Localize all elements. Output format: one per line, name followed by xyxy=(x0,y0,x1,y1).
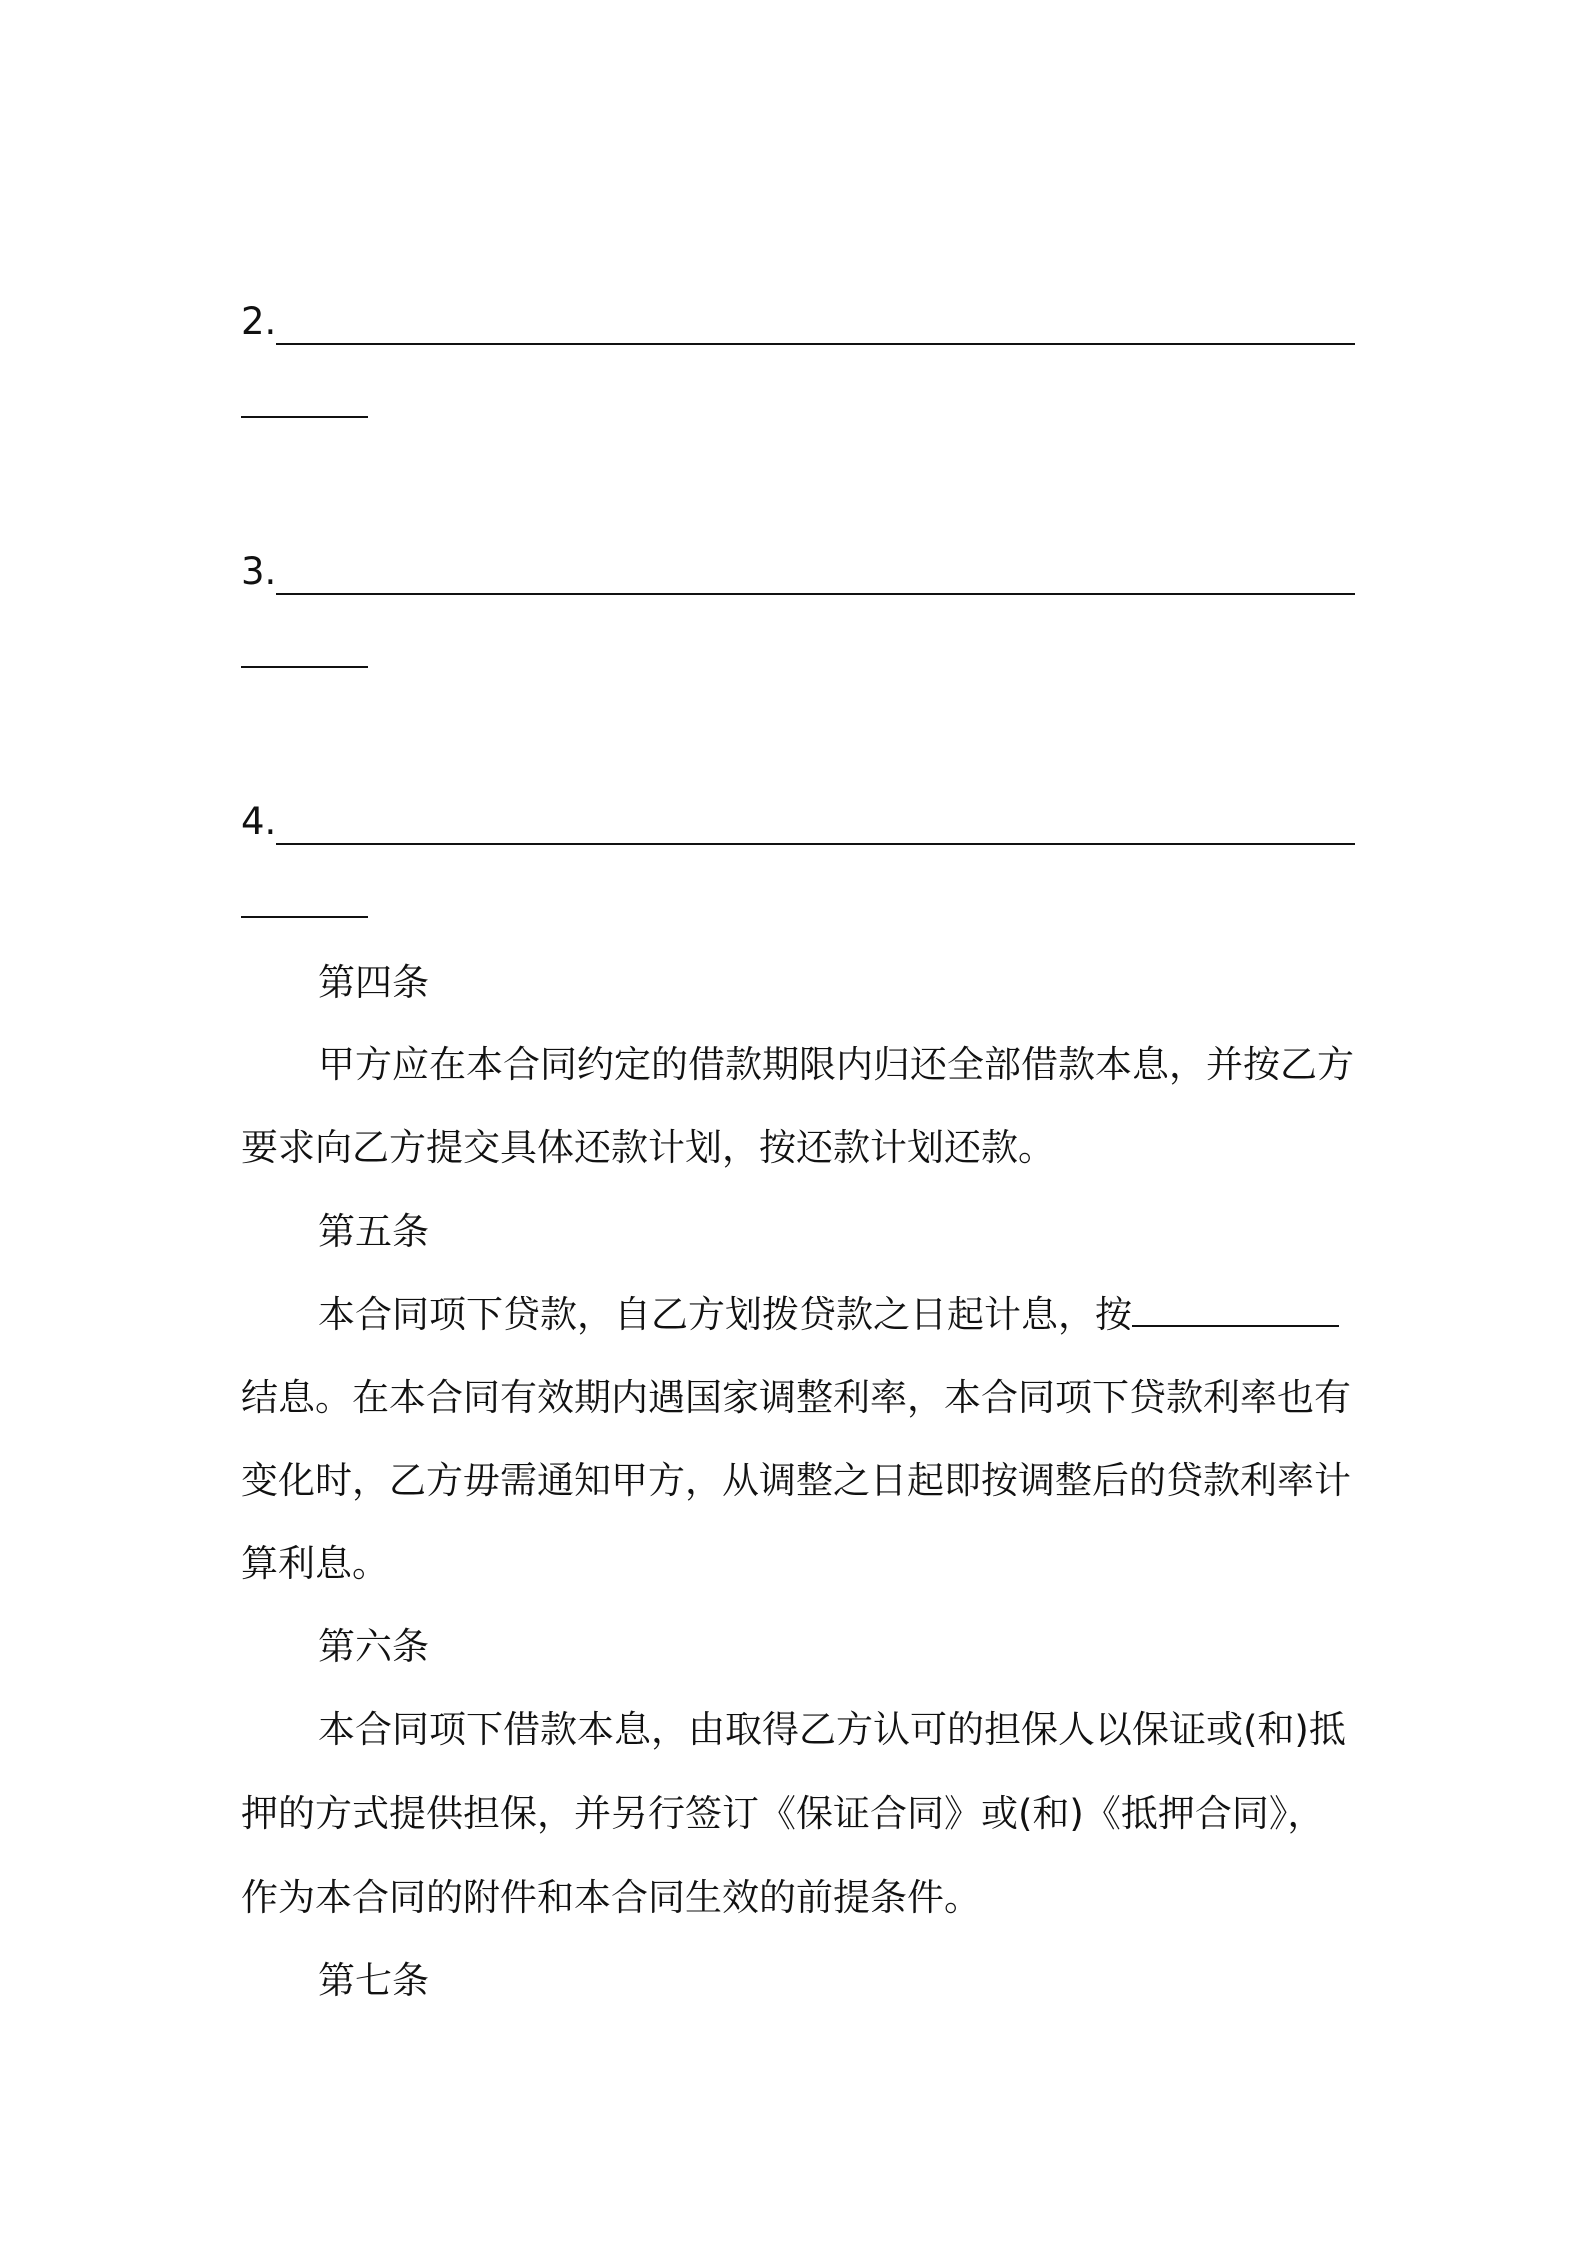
fill-blank-line[interactable] xyxy=(276,843,1355,845)
article-5-heading: 第五条 xyxy=(318,1210,429,1253)
article-4-text-line-1: 甲方应在本合同约定的借款期限内归还全部借款本息，并按乙方 xyxy=(318,1043,1354,1086)
article-6-text-line-1: 本合同项下借款本息，由取得乙方认可的担保人以保证或(和)抵 xyxy=(318,1708,1346,1751)
article-4-heading: 第四条 xyxy=(318,961,429,1004)
article-6-heading: 第六条 xyxy=(318,1625,429,1668)
article-5-text-line-2: 结息。在本合同有效期内遇国家调整利率，本合同项下贷款利率也有 xyxy=(241,1376,1351,1419)
article-4-text-line-2: 要求向乙方提交具体还款计划，按还款计划还款。 xyxy=(241,1126,1055,1169)
article-6-text-line-2: 押的方式提供担保，并另行签订《保证合同》或(和)《抵押合同》， xyxy=(241,1792,1325,1835)
item-number: 2. xyxy=(241,300,277,343)
fill-blank-line[interactable] xyxy=(276,593,1355,595)
fill-blank-line[interactable] xyxy=(276,343,1355,345)
item-number: 4. xyxy=(241,800,277,843)
item-number: 3. xyxy=(241,550,277,593)
article-5-text-line-3: 变化时，乙方毋需通知甲方，从调整之日起即按调整后的贷款利率计 xyxy=(241,1459,1351,1502)
article-5-line-1-text: 本合同项下贷款，自乙方划拨贷款之日起计息，按 xyxy=(318,1293,1132,1336)
article-5-text-line-4: 算利息。 xyxy=(241,1542,389,1585)
article-6-text-line-3: 作为本合同的附件和本合同生效的前提条件。 xyxy=(241,1876,981,1919)
interest-settlement-blank[interactable] xyxy=(1132,1291,1339,1327)
fill-blank-continuation[interactable] xyxy=(241,916,368,918)
fill-blank-continuation[interactable] xyxy=(241,666,368,668)
article-7-heading: 第七条 xyxy=(318,1959,429,2002)
blank-item-2 xyxy=(241,297,1355,347)
fill-blank-continuation[interactable] xyxy=(241,416,368,418)
blank-item-4 xyxy=(241,797,1355,847)
blank-item-3 xyxy=(241,547,1355,597)
article-5-text-line-1 xyxy=(318,1290,1359,1340)
